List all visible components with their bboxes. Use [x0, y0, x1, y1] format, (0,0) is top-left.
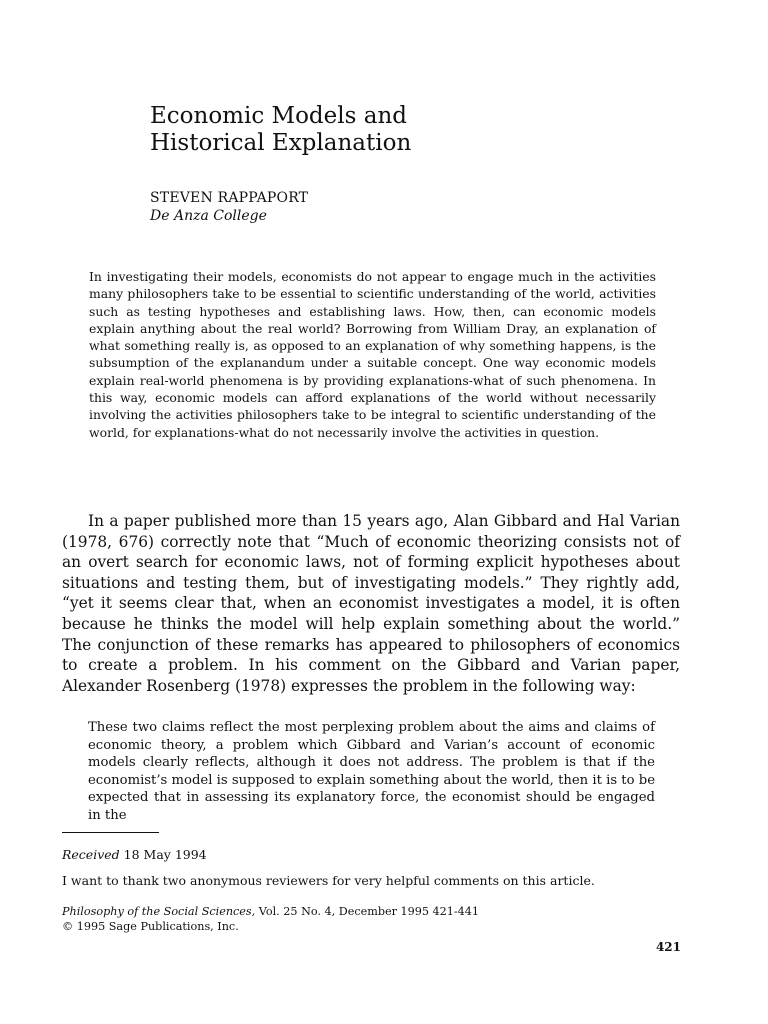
- page-number: 421: [655, 940, 681, 954]
- article-title: [150, 103, 610, 157]
- footnote-divider: [62, 832, 159, 833]
- body-paragraph: In a paper published more than 15 years ago, Alan Gibbard and Hal Varian (1978, 676) correctly note that “Much of economic theorizing consists not of an overt search for economic laws, not of forming explicit hypotheses about situations and testing them, but of investigating models.” They rightly add, “yet it seems clear that, when an economist investigates a model, it is often because he thinks the model will help explain something about the world.” The conjunction of these remarks has appeared to philosophers of economics to create a problem. In his comment on the Gibbard and Varian paper, Alexander Rosenberg (1978) expresses the problem in the following way:: [62, 512, 680, 695]
- journal-volume-info: Vol. 25 No. 4, December 1995 421-441: [258, 905, 480, 918]
- title-line-2: Historical Explanation: [150, 130, 412, 156]
- journal-citation: [62, 904, 479, 919]
- author-affiliation: De Anza College: [150, 208, 267, 224]
- author-name: STEVEN RAPPAPORT: [150, 190, 309, 206]
- received-label: Received: [62, 847, 120, 862]
- abstract: In investigating their models, economists do not appear to engage much in the activities many philosophers take to be essential to scientific understanding of the world, activities such as testing hypotheses and establishing laws. How, then, can economic models explain anything about the real world? Borrowing from William Dray, an explanation of what something really is, as opposed to an explanation of why something happens, is the subsumption of the explanandum under a suitable concept. One way economic models explain real-world phenomena is by providing explanations-what of such phenomena. In this way, economic models can afford explanations of the world without necessarily involving the activities philosophers take to be integral to scientific understanding of the world, for explanations-what do not necessarily involve the activities in question.: [89, 269, 656, 440]
- acknowledgment-note: I want to thank two anonymous reviewers for very helpful comments on this article.: [62, 873, 595, 888]
- title-line-1: Economic Models and: [150, 103, 407, 129]
- received-note: [62, 846, 207, 863]
- block-quote: These two claims reflect the most perplexing problem about the aims and claims of economic theory, a problem which Gibbard and Varian’s account of economic models clearly reflects, although it does not address. The problem is that if the economist’s model is supposed to explain something about the world, then it is to be expected that in assessing its explanatory force, the economist should be engaged in the: [88, 720, 655, 823]
- journal-name: Philosophy of the Social Sciences,: [62, 905, 256, 918]
- copyright-notice: © 1995 Sage Publications, Inc.: [62, 920, 239, 933]
- received-date: 18 May 1994: [123, 847, 207, 862]
